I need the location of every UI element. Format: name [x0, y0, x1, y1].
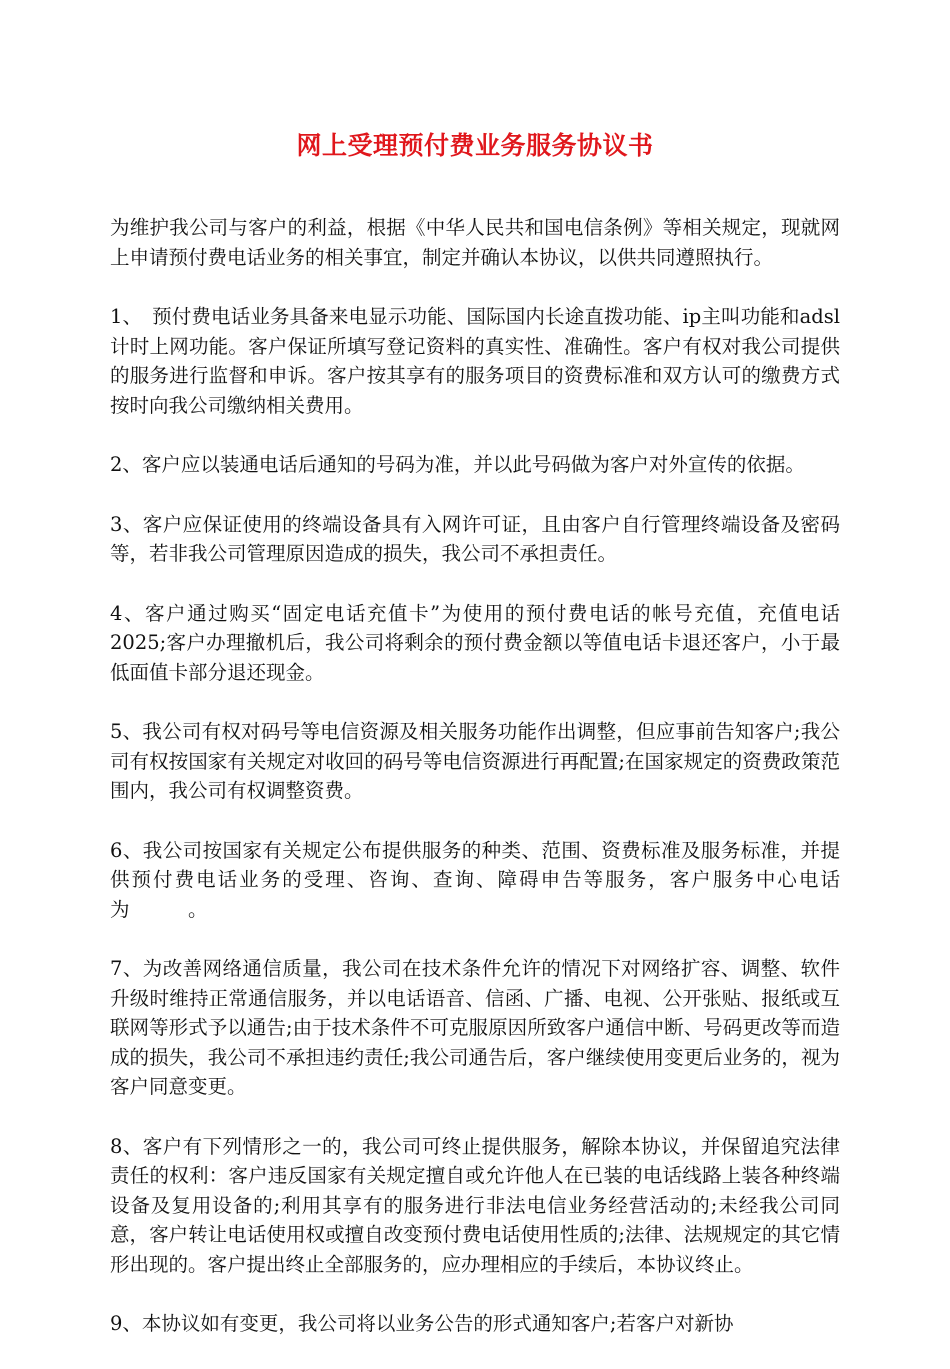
clause-6: 6、我公司按国家有关规定公布提供服务的种类、范围、资费标准及服务标准，并提供预付费电话业务的受理、咨询、查询、障碍申告等服务，客户服务中心电话为 。 [110, 838, 840, 921]
clause-1: 1、 预付费电话业务具备来电显示功能、国际国内长途直拨功能、ip主叫功能和adsl计时上网功能。客户保证所填写登记资料的真实性、准确性。客户有权对我公司提供的服务进行监督和申诉。客户按其享有的服务项目的资费标准和双方认可的缴费方式按时向我公司缴纳相关费用。 [110, 305, 840, 417]
clause-8: 8、客户有下列情形之一的，我公司可终止提供服务，解除本协议，并保留追究法律责任的权利：客户违反国家有关规定擅自或允许他人在已装的电话线路上装各种终端设备及复用设备的;利用其享有的服务进行非法电信业务经营活动的;未经我公司同意，客户转让电话使用权或擅自改变预付费电话使用性质的;法律、法规规定的其它情形出现的。客户提出终止全部服务的，应办理相应的手续后，本协议终止。 [110, 1134, 840, 1276]
document-title: 网上受理预付费业务服务协议书 [296, 131, 654, 160]
clause-3: 3、客户应保证使用的终端设备具有入网许可证，且由客户自行管理终端设备及密码等，若非我公司管理原因造成的损失，我公司不承担责任。 [110, 512, 840, 565]
document-body [110, 213, 840, 1369]
clause-4: 4、客户通过购买“固定电话充值卡”为使用的预付费电话的帐号充值，充值电话2025;客户办理撤机后，我公司将剩余的预付费金额以等值电话卡退还客户，小于最低面值卡部分退还现金。 [110, 601, 840, 684]
clause-2: 2、客户应以装通电话后通知的号码为准，并以此号码做为客户对外宣传的依据。 [110, 453, 805, 476]
intro-paragraph: 为维护我公司与客户的利益，根据《中华人民共和国电信条例》等相关规定，现就网上申请预付费电话业务的相关事宜，制定并确认本协议，以供共同遵照执行。 [110, 216, 840, 269]
clause-7: 7、为改善网络通信质量，我公司在技术条件允许的情况下对网络扩容、调整、软件升级时维持正常通信服务，并以电话语音、信函、广播、电视、公开张贴、报纸或互联网等形式予以通告;由于技术条件不可克服原因所致客户通信中断、号码更改等而造成的损失，我公司不承担违约责任;我公司通告后，客户继续使用变更后业务的，视为客户同意变更。 [110, 957, 840, 1098]
clause-5: 5、我公司有权对码号等电信资源及相关服务功能作出调整，但应事前告知客户;我公司有权按国家有关规定对收回的码号等电信资源进行再配置;在国家规定的资费政策范围内，我公司有权调整资费。 [110, 720, 840, 802]
clause-9: 9、本协议如有变更，我公司将以业务公告的形式通知客户;若客户对新协 [110, 1312, 734, 1335]
